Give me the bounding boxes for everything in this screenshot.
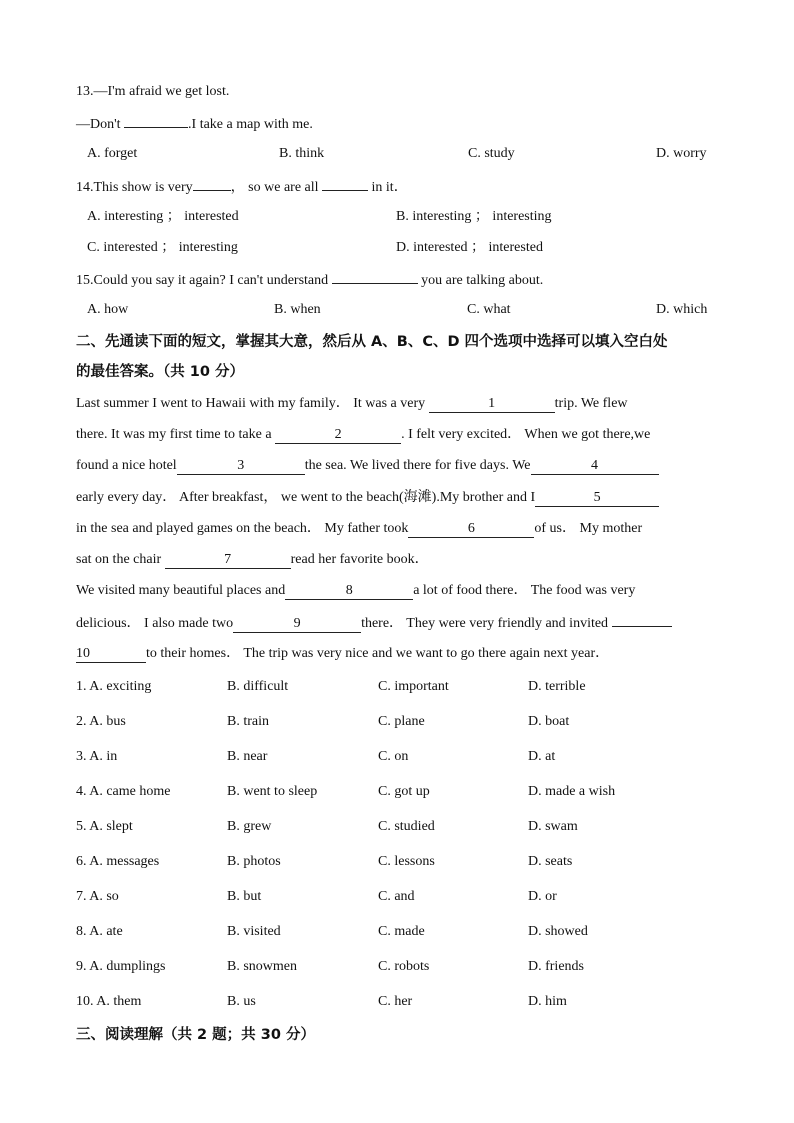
- q13-line1: 13.—I'm afraid we get lost.: [76, 84, 230, 99]
- q10-option-b[interactable]: B. us: [227, 994, 256, 1009]
- q1-option-d[interactable]: D. terrible: [528, 679, 586, 694]
- passage-line-2: [76, 425, 720, 445]
- passage-line-6: [76, 550, 720, 570]
- passage-blank-7[interactable]: 7: [165, 552, 291, 569]
- q15-text-a: 15.Could you say it again? I can't understand: [76, 273, 332, 288]
- q4-option-b[interactable]: B. went to sleep: [227, 784, 318, 799]
- passage-text: found a nice hotel: [76, 458, 177, 473]
- q2-option-d[interactable]: D. boat: [528, 714, 570, 729]
- q14-option-b[interactable]: B. interesting ； interesting: [396, 209, 552, 224]
- q14-text-a: 14.This show is very: [76, 180, 193, 195]
- q1-option-c[interactable]: C. important: [378, 679, 449, 694]
- passage-text: . I felt very excited． When we got there,we: [401, 427, 651, 442]
- q9-option-b[interactable]: B. snowmen: [227, 959, 297, 974]
- q15-option-a[interactable]: A. how: [87, 302, 129, 317]
- passage-line-4: [76, 488, 720, 508]
- q13-line2-end: .I take a map with me.: [188, 117, 313, 132]
- q13-blank[interactable]: [124, 113, 188, 128]
- section3-heading: 三、阅读理解（共 2 题；共 30 分）: [76, 1027, 315, 1043]
- q10-option-d[interactable]: D. him: [528, 994, 567, 1009]
- q6-option-c[interactable]: C. lessons: [378, 854, 435, 869]
- q10-option-a[interactable]: 10. A. them: [76, 994, 142, 1009]
- q2-option-c[interactable]: C. plane: [378, 714, 425, 729]
- q7-option-c[interactable]: C. and: [378, 889, 415, 904]
- q14-option-a[interactable]: A. interesting ； interested: [87, 209, 239, 224]
- q15-option-c[interactable]: C. what: [467, 302, 511, 317]
- passage-blank-9[interactable]: 9: [233, 616, 361, 633]
- q14-blank-2[interactable]: [322, 176, 368, 191]
- q14-option-c[interactable]: C. interested ； interesting: [87, 240, 238, 255]
- passage-line-8: [76, 612, 720, 634]
- passage-text: sat on the chair: [76, 552, 165, 567]
- q3-option-d[interactable]: D. at: [528, 749, 556, 764]
- passage-line-9: [76, 644, 720, 664]
- passage-line-7: [76, 581, 720, 601]
- q3-option-b[interactable]: B. near: [227, 749, 268, 764]
- passage-text: to their homes． The trip was very nice and we want to go there again next year．: [146, 646, 610, 661]
- q14-text-c: in it．: [368, 180, 408, 195]
- q5-option-c[interactable]: C. studied: [378, 819, 435, 834]
- q5-option-a[interactable]: 5. A. slept: [76, 819, 133, 834]
- passage-text: of us． My mother: [534, 521, 643, 536]
- q3-option-a[interactable]: 3. A. in: [76, 749, 118, 764]
- q6-option-d[interactable]: D. seats: [528, 854, 573, 869]
- q8-option-a[interactable]: 8. A. ate: [76, 924, 123, 939]
- q2-option-b[interactable]: B. train: [227, 714, 269, 729]
- q5-option-d[interactable]: D. swam: [528, 819, 578, 834]
- passage-blank-8[interactable]: 8: [285, 583, 413, 600]
- passage-text: early every day． After breakfast， we went to the beach(海滩).My brother and I: [76, 490, 536, 505]
- passage-text: read her favorite book．: [290, 552, 429, 567]
- q14-option-d[interactable]: D. interested ； interested: [396, 240, 543, 255]
- passage-blank-10[interactable]: 10: [76, 646, 146, 663]
- passage-text: there. It was my first time to take a: [76, 427, 276, 442]
- q13-option-c[interactable]: C. study: [468, 146, 515, 161]
- passage-line-3: [76, 456, 720, 476]
- q13-option-a[interactable]: A. forget: [87, 146, 138, 161]
- q9-option-d[interactable]: D. friends: [528, 959, 584, 974]
- passage-text: trip. We flew: [554, 396, 628, 411]
- q14-blank-1[interactable]: [193, 176, 231, 191]
- q15-option-b[interactable]: B. when: [274, 302, 321, 317]
- q10-option-c[interactable]: C. her: [378, 994, 413, 1009]
- q7-option-a[interactable]: 7. A. so: [76, 889, 119, 904]
- q15-line: [76, 269, 543, 291]
- passage-text: Last summer I went to Hawaii with my family． It was a very: [76, 396, 429, 411]
- passage-blank-4[interactable]: 4: [531, 458, 659, 475]
- q8-option-d[interactable]: D. showed: [528, 924, 588, 939]
- q6-option-a[interactable]: 6. A. messages: [76, 854, 160, 869]
- passage-text: a lot of food there． The food was very: [413, 583, 636, 598]
- passage-blank-3[interactable]: 3: [177, 458, 305, 475]
- q7-option-b[interactable]: B. but: [227, 889, 262, 904]
- section2-heading-line1: 二、先通读下面的短文，掌握其大意，然后从 A、B、C、D 四个选项中选择可以填入空白处: [76, 334, 668, 350]
- q7-option-d[interactable]: D. or: [528, 889, 557, 904]
- q8-option-c[interactable]: C. made: [378, 924, 425, 939]
- q15-blank[interactable]: [332, 269, 418, 284]
- q14-text-b: ， so we are all: [230, 180, 323, 195]
- q13-option-d[interactable]: D. worry: [656, 146, 707, 161]
- passage-text: the sea. We lived there for five days. We: [304, 458, 531, 473]
- q13-option-b[interactable]: B. think: [279, 146, 325, 161]
- q15-option-d[interactable]: D. which: [656, 302, 708, 317]
- q5-option-b[interactable]: B. grew: [227, 819, 272, 834]
- passage-blank-2[interactable]: 2: [275, 427, 401, 444]
- passage-blank-1[interactable]: 1: [429, 396, 555, 413]
- q1-option-b[interactable]: B. difficult: [227, 679, 289, 694]
- passage-text: We visited many beautiful places and: [76, 583, 286, 598]
- passage-line-1: [76, 394, 720, 414]
- q14-line: [76, 176, 408, 198]
- passage-blank-5[interactable]: 5: [535, 490, 659, 507]
- q13-line2-start: —Don't: [76, 117, 125, 132]
- q4-option-c[interactable]: C. got up: [378, 784, 430, 799]
- section2-heading-line2: 的最佳答案。（共 10 分）: [76, 364, 245, 380]
- q4-option-d[interactable]: D. made a wish: [528, 784, 616, 799]
- q15-text-b: you are talking about.: [417, 273, 544, 288]
- passage-blank-10-start[interactable]: [612, 612, 672, 627]
- q4-option-a[interactable]: 4. A. came home: [76, 784, 171, 799]
- passage-text: in the sea and played games on the beach． My father took: [76, 521, 409, 536]
- passage-line-5: [76, 519, 720, 539]
- passage-blank-6[interactable]: 6: [408, 521, 534, 538]
- q3-option-c[interactable]: C. on: [378, 749, 409, 764]
- q8-option-b[interactable]: B. visited: [227, 924, 281, 939]
- q13-line2: [76, 113, 313, 135]
- passage-text: there． They were very friendly and invited: [361, 616, 612, 631]
- q2-option-a[interactable]: 2. A. bus: [76, 714, 126, 729]
- q9-option-c[interactable]: C. robots: [378, 959, 430, 974]
- q9-option-a[interactable]: 9. A. dumplings: [76, 959, 166, 974]
- q6-option-b[interactable]: B. photos: [227, 854, 281, 869]
- q1-option-a[interactable]: 1. A. exciting: [76, 679, 152, 694]
- passage-text: delicious． I also made two: [76, 616, 234, 631]
